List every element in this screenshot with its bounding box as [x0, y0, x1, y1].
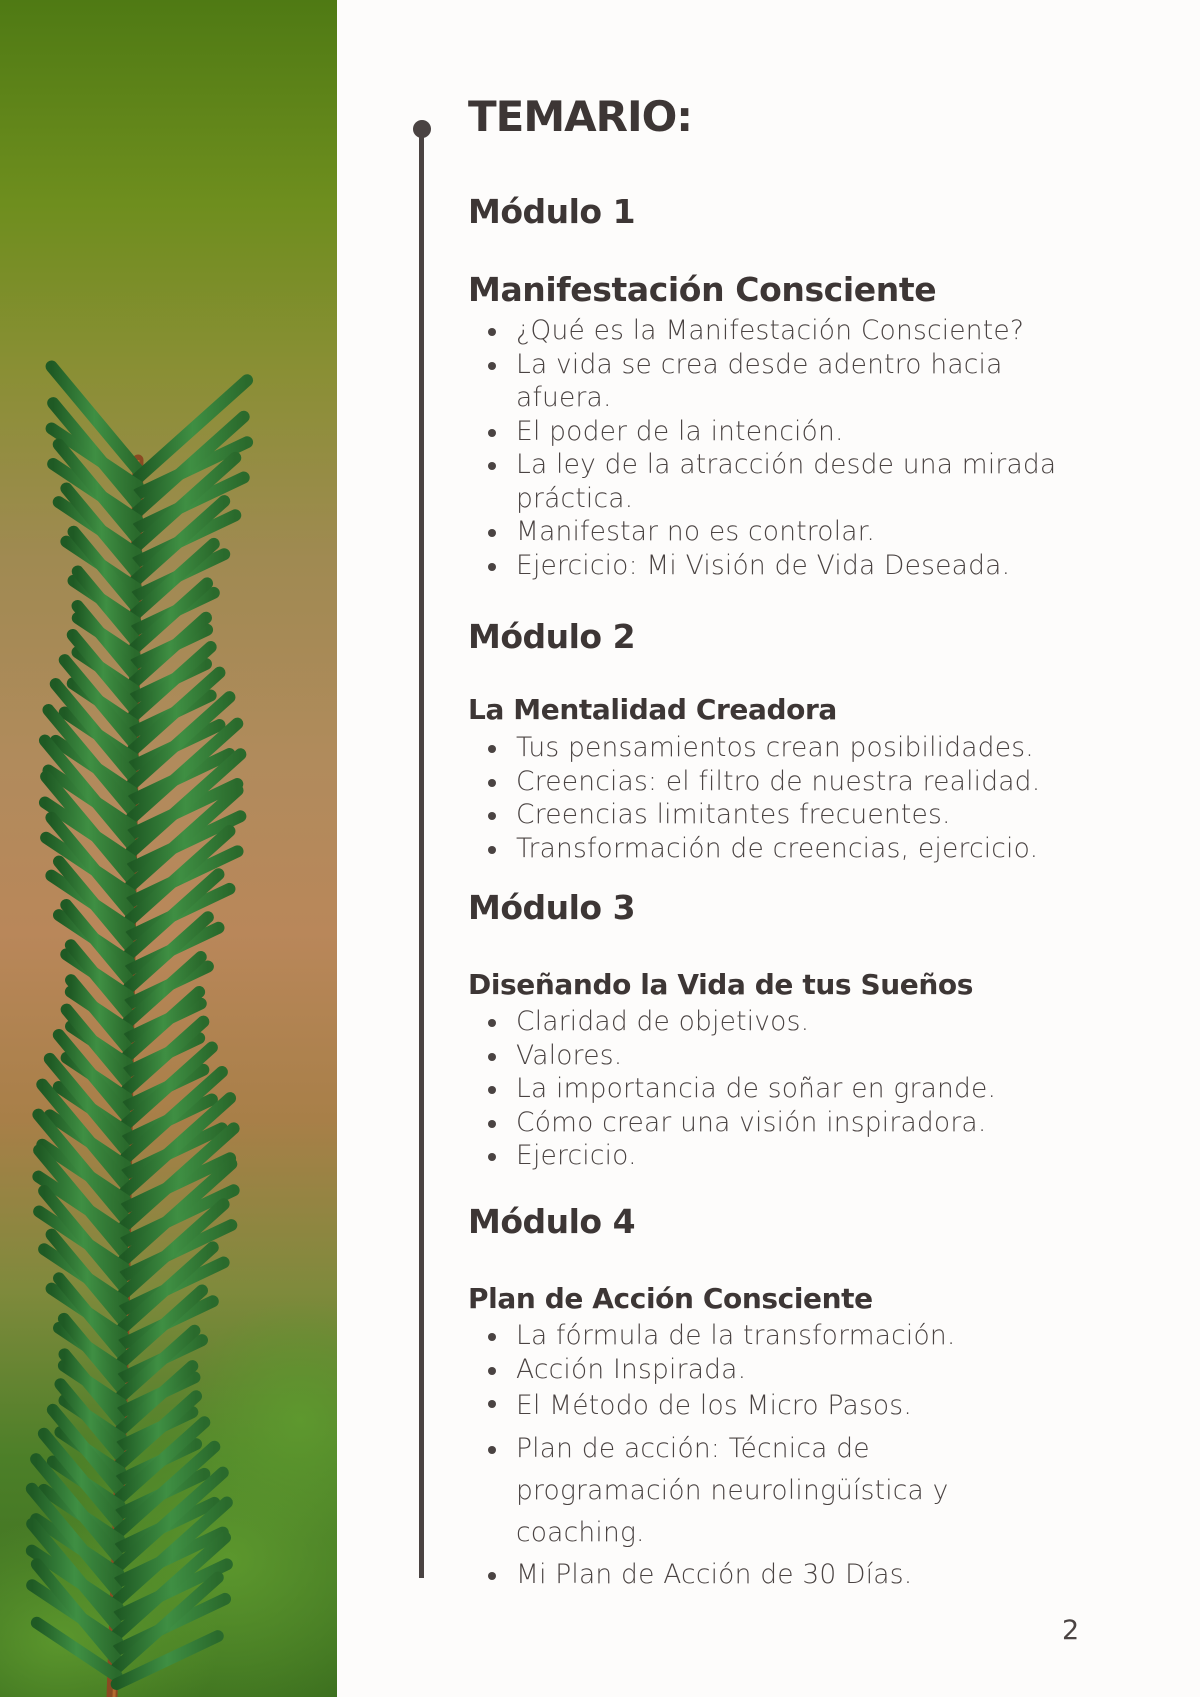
module-3-label: Módulo 3	[468, 888, 636, 927]
list-item: Mi Plan de Acción de 30 Días.	[468, 1554, 1128, 1596]
list-item: Tus pensamientos crean posibilidades.	[468, 731, 1128, 765]
list-item: La fórmula de la transformación.	[468, 1319, 1128, 1353]
list-item: El Método de los Micro Pasos.	[468, 1386, 1128, 1426]
list-item: Ejercicio.	[468, 1139, 1128, 1173]
list-item: La ley de la atracción desde una mirada práctica.	[468, 448, 1096, 515]
module-2-list	[468, 731, 1128, 865]
module-2-label: Módulo 2	[468, 617, 636, 656]
timeline-line	[419, 128, 424, 1578]
module-4-list-continued	[468, 1428, 1128, 1596]
module-4-label: Módulo 4	[468, 1202, 636, 1241]
module-3-list	[468, 1005, 1128, 1173]
list-item: Creencias limitantes frecuentes.	[468, 798, 1128, 832]
list-item: ¿Qué es la Manifestación Consciente?	[468, 314, 1128, 348]
pine-sprig-illustration	[0, 0, 337, 1697]
list-item: Acción Inspirada.	[468, 1353, 1128, 1387]
list-item: Manifestar no es controlar.	[468, 515, 1128, 549]
module-1-list	[468, 314, 1128, 582]
module-3-title: Diseñando la Vida de tus Sueños	[468, 968, 974, 1001]
pine-sprig-photo	[0, 0, 337, 1697]
module-1-title: Manifestación Consciente	[468, 270, 937, 309]
list-item: Transformación de creencias, ejercicio.	[468, 832, 1128, 866]
list-item: La vida se crea desde adentro hacia afuera.	[468, 348, 1036, 415]
list-item: Ejercicio: Mi Visión de Vida Deseada.	[468, 549, 1128, 583]
module-2-title: La Mentalidad Creadora	[468, 693, 837, 726]
list-item: La importancia de soñar en grande.	[468, 1072, 1128, 1106]
list-item: Claridad de objetivos.	[468, 1005, 1128, 1039]
list-item: Cómo crear una visión inspiradora.	[468, 1106, 1128, 1140]
page-number: 2	[1062, 1615, 1080, 1646]
list-item: El poder de la intención.	[468, 415, 1128, 449]
list-item: Valores.	[468, 1039, 1128, 1073]
module-4-title: Plan de Acción Consciente	[468, 1282, 873, 1315]
list-item: Creencias: el filtro de nuestra realidad.	[468, 765, 1128, 799]
page-title: TEMARIO:	[468, 92, 693, 141]
module-1-label: Módulo 1	[468, 192, 636, 231]
list-item: Plan de acción: Técnica de programación neurolingüística y coaching.	[468, 1428, 1016, 1554]
module-4-list	[468, 1319, 1128, 1426]
